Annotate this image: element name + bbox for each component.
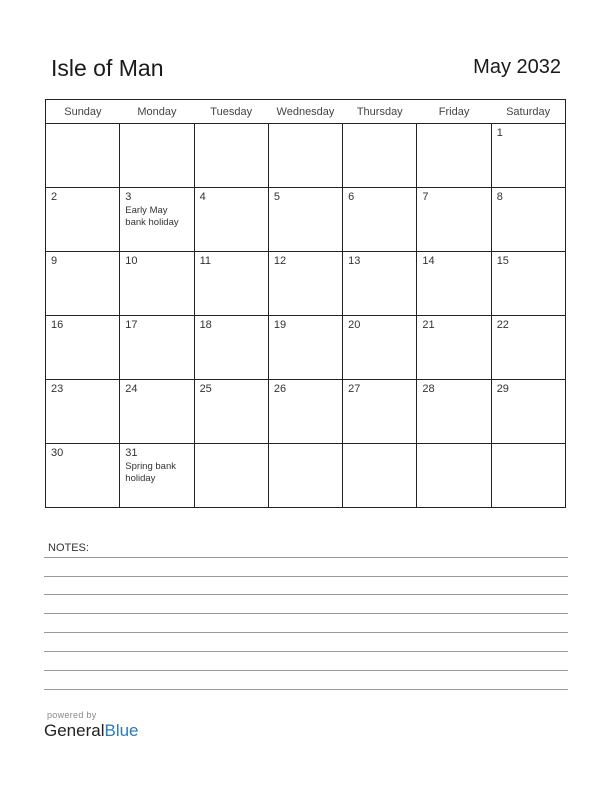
day-number: 3 (125, 191, 132, 203)
day-cell (491, 188, 565, 252)
day-cell (417, 252, 491, 316)
day-number: 4 (199, 191, 206, 203)
day-cell (120, 252, 194, 316)
page-title: Isle of Man (51, 55, 164, 81)
notes-line (44, 632, 568, 633)
notes-label: NOTES: (48, 542, 89, 554)
day-number: 22 (496, 319, 509, 331)
day-cell (417, 444, 491, 508)
day-number: 19 (273, 319, 287, 331)
day-cell (343, 380, 417, 444)
day-cell (343, 316, 417, 380)
week-row (46, 252, 566, 316)
holiday-label: Early May bank holiday (125, 205, 179, 228)
day-cell (120, 316, 194, 380)
day-cell (491, 316, 565, 380)
day-number: 26 (273, 383, 287, 395)
day-number: 15 (496, 255, 509, 267)
day-cell (491, 124, 565, 188)
day-cell (268, 188, 342, 252)
day-number: 6 (348, 191, 355, 203)
notes-line (44, 689, 568, 690)
day-cell (46, 316, 120, 380)
day-cell (46, 124, 120, 188)
notes-line (44, 651, 568, 652)
day-cell (268, 252, 342, 316)
day-cell (194, 124, 268, 188)
weekday-header: Friday (417, 100, 491, 124)
notes-line (44, 576, 568, 577)
notes-line (44, 594, 568, 595)
week-row (46, 444, 566, 508)
day-cell (194, 188, 268, 252)
day-cell (343, 252, 417, 316)
day-number: 30 (51, 447, 64, 459)
calendar-grid (45, 99, 566, 508)
notes-line (44, 557, 568, 558)
week-row (46, 380, 566, 444)
day-cell (491, 444, 565, 508)
day-number: 17 (125, 319, 138, 331)
day-cell (194, 444, 268, 508)
day-cell (268, 380, 342, 444)
day-cell (491, 252, 565, 316)
day-number: 12 (273, 255, 287, 267)
day-cell (343, 188, 417, 252)
day-number: 8 (496, 191, 503, 203)
day-cell (194, 252, 268, 316)
day-cell (120, 444, 194, 508)
brand-logo (44, 721, 139, 741)
weekday-header: Saturday (491, 100, 565, 124)
day-cell (343, 124, 417, 188)
weekday-header: Thursday (343, 100, 417, 124)
day-number: 24 (125, 383, 138, 395)
powered-by-label: powered by (47, 710, 97, 720)
day-cell (120, 188, 194, 252)
weekday-header: Monday (120, 100, 194, 124)
day-cell (194, 316, 268, 380)
day-number: 5 (273, 191, 280, 203)
day-cell (417, 316, 491, 380)
day-number: 13 (348, 255, 361, 267)
month-label: May 2032 (473, 56, 561, 78)
day-number: 23 (51, 383, 64, 395)
day-cell (120, 124, 194, 188)
day-cell (268, 124, 342, 188)
day-number: 25 (199, 383, 212, 395)
day-cell (46, 380, 120, 444)
day-cell (46, 444, 120, 508)
day-number: 7 (422, 191, 429, 203)
day-number: 21 (422, 319, 435, 331)
day-number: 1 (496, 127, 503, 139)
day-number: 29 (496, 383, 509, 395)
week-row (46, 188, 566, 252)
day-cell (343, 444, 417, 508)
day-number: 27 (348, 383, 361, 395)
day-cell (46, 188, 120, 252)
weekday-header-row (46, 100, 566, 124)
day-number: 20 (348, 319, 361, 331)
week-row (46, 124, 566, 188)
notes-line (44, 613, 568, 614)
day-cell (417, 380, 491, 444)
day-number: 10 (125, 255, 138, 267)
notes-line (44, 670, 568, 671)
day-number: 14 (422, 255, 435, 267)
week-row (46, 316, 566, 380)
day-cell (46, 252, 120, 316)
brand-name-general: General (44, 721, 105, 740)
day-number: 18 (199, 319, 212, 331)
brand-name-blue: Blue (104, 721, 139, 740)
day-number: 9 (51, 255, 58, 267)
day-number: 2 (51, 191, 58, 203)
day-number: 11 (199, 255, 211, 267)
weekday-header: Wednesday (268, 100, 342, 124)
day-number: 28 (422, 383, 435, 395)
weekday-header: Tuesday (194, 100, 268, 124)
day-cell (268, 444, 342, 508)
day-cell (268, 316, 342, 380)
day-cell (194, 380, 268, 444)
day-number: 16 (51, 319, 64, 331)
day-number: 31 (125, 447, 138, 459)
weekday-header: Sunday (46, 100, 120, 124)
day-cell (491, 380, 565, 444)
day-cell (120, 380, 194, 444)
day-cell (417, 124, 491, 188)
day-cell (417, 188, 491, 252)
holiday-label: Spring bank holiday (125, 461, 176, 484)
